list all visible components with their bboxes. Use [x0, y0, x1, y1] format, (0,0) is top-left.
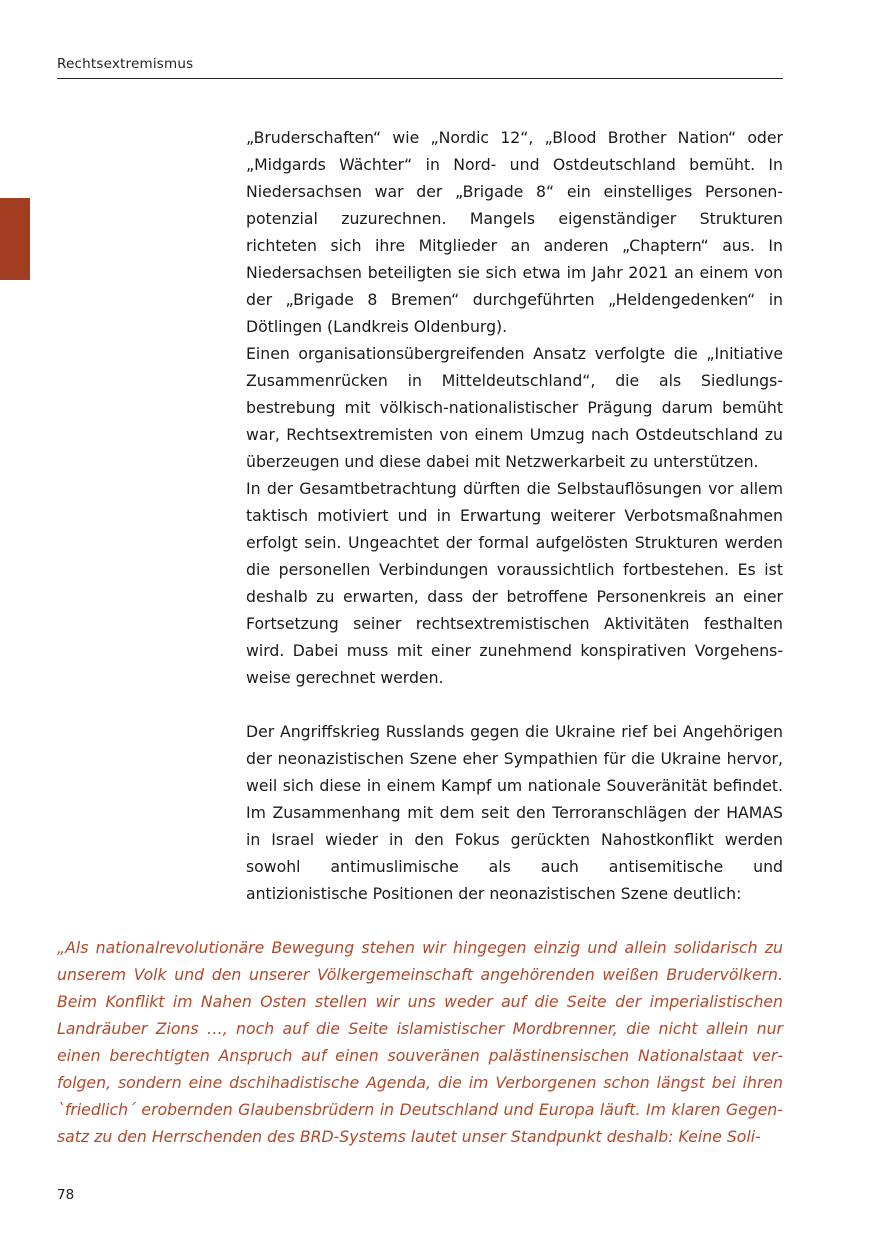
header-rule — [57, 78, 783, 79]
paragraph-spacer — [246, 691, 783, 718]
chapter-tab-marker — [0, 198, 30, 280]
page-number: 78 — [57, 1187, 75, 1203]
block-quote: „Als nationalrevolutionäre Bewegung stehen wir hingegen einzig und allein solidarisch zu unserem Volk und den unserer Völkergemeinschaft angehörenden weißen Brudervölkern. Beim Konflikt im Nahen Osten stellen wir uns weder auf die Seite der imperialistischen Landräuber Zions …, noch auf die Seite islamistischer Mordbrenner, die nicht allein nur einen berechtigten Anspruch auf einen souveränen palästinensischen Nationalstaat verfolgen, sondern eine dschihadistische Agenda, die im Verborgenen schon längst bei ihren `friedlich´ erobernden Glaubensbrüdern in Deutschland und Europa läuft. Im klaren Gegensatz zu den Herrschenden des BRD-Systems lautet unser Standpunkt deshalb: Keine Soli- — [57, 938, 783, 1146]
body-text-column — [246, 124, 783, 907]
running-header: Rechtsextremismus — [57, 56, 194, 72]
paragraph-angriffskrieg: Der Angriffskrieg Russlands gegen die Ukraine rief bei Angehörigen der neonazistischen Szene eher Sympathien für die Ukraine hervor, weil sich diese in einem Kampf um nationale Souveränität befindet. Im Zusammenhang mit dem seit den Terroranschlägen der HAMAS in Israel wieder in den Fokus gerückten Nahostkonflikt werden sowohl antimuslimische als auch antisemitische und antizionistische Positionen der neonazistischen Szene deutlich: — [246, 722, 783, 903]
paragraph-initiative: Einen organisationsübergreifenden Ansatz verfolgte die „Initiative Zusammenrücken in Mitteldeutschland“, die als Siedlungsbestrebung mit völkisch-nationalistischer Prägung darum bemüht war, Rechtsextremisten von einem Umzug nach Ostdeutschland zu überzeugen und diese dabei mit Netzwerkarbeit zu unterstützen. — [246, 344, 783, 471]
paragraph-gesamtbetrachtung: In der Gesamtbetrachtung dürften die Selbstauflösungen vor allem taktisch motiviert und in Erwartung weiterer Verbotsmaßnahmen erfolgt sein. Ungeachtet der formal aufgelösten Strukturen werden die personellen Verbindungen voraussichtlich fortbestehen. Es ist deshalb zu erwarten, dass der betroffene Personenkreis an einer Fortsetzung seiner rechtsextremistischen Aktivitäten festhalten wird. Dabei muss mit einer zunehmend konspirativen Vorgehensweise gerechnet werden. — [246, 479, 783, 687]
paragraph-bruderschaften: „Bruderschaften“ wie „Nordic 12“, „Blood Brother Nation“ oder „Midgards Wächter“ in Nord- und Ostdeutschland bemüht. In Niedersachsen war der „Brigade 8“ ein einstelliges Personenpotenzial zuzurechnen. Mangels eigenständiger Strukturen richteten sich ihre Mitglieder an anderen „Chaptern“ aus. In Niedersachsen beteiligten sie sich etwa im Jahr 2021 an einem von der „Brigade 8 Bremen“ durchgeführten „Heldengedenken“ in Dötlingen (Landkreis Oldenburg). — [246, 128, 783, 336]
